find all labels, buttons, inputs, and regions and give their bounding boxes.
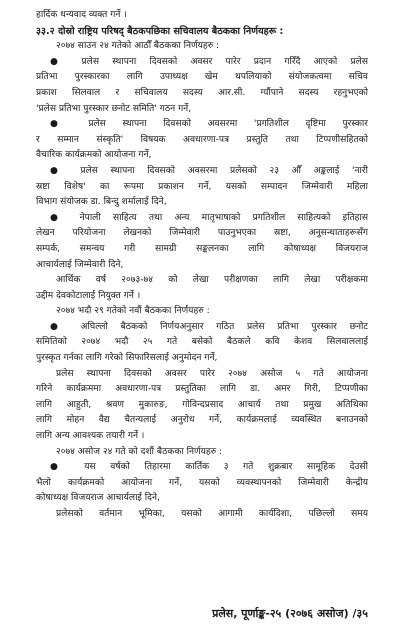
text-line: समितिको २०७४ भदौ २५ गते बसेको बैठकले कवि केशव सिलवाललाई: [36, 337, 368, 348]
section-heading: ३३.२ दोस्रो राष्ट्रिय परिषद् बैठकपछिका सचिवालय बैठकका निर्णयहरू :: [36, 25, 284, 37]
text-line: लागि आहुती, श्रवण मुकारुङ, गोविन्दप्रसाद आचार्य तथा प्रमुख अतिथिका: [36, 399, 368, 410]
text-line: विभाग संयोजक डा. बिन्दु शर्मालाई दिने,: [36, 197, 167, 208]
bullet-line: ● नेपाली साहित्य तथा अन्य मातृभाषाको प्रगतिशील साहित्यको इतिहास: [50, 212, 368, 223]
bullet-line: ● यस वर्षको तिहारमा कार्तिक ३ गते शुक्रबार सामूहिक देउसी: [50, 462, 368, 473]
text-line: पुरस्कृत गर्नका लागि गरेको सिफारिसलाई अनुमोदन गर्ने,: [36, 353, 218, 364]
text-line: प्रलेस स्थापना दिवसको अवसर पारेर २०७४ असोज ५ गते आयोजना: [56, 368, 368, 379]
text-line: लेखन परियोजना लेखनको जिम्मेवारी पाउनुभएका स्रष्टा, अनुसन्धाताहरूसँग: [36, 228, 368, 239]
text-line: आचार्यलाई जिम्मेवारी दिने,: [36, 259, 124, 270]
page-body: [36, 8, 368, 523]
text-line: प्रकाश सिलवाल र सचिवालय सदस्य आर.सी. ग्यौंपाने सदस्य रहनुभएको: [36, 87, 368, 98]
text-line: प्रतिभा पुरस्कारका लागि उपाध्यक्ष खेम थपलियाको संयोजकत्वमा सचिव: [36, 72, 368, 83]
text-line: लागि अन्य आवश्यक तयारी गर्ने ।: [36, 431, 145, 442]
subheading-line: २०७४ भदौ २९ गतेको नवौं बैठकका निर्णयहरु :: [56, 306, 210, 317]
bullet-line: ● अघिल्लो बैठकको निर्णयअनुसार गठित प्रलेस प्रतिभा पुरस्कार छनोट: [50, 321, 368, 332]
subheading-line: २०७४ साउन २४ गतेको आठौँ बैठकका निर्णयहरु :: [56, 41, 220, 52]
text-line: कोषाध्यक्ष विजयराज आचार्यलाई दिने,: [36, 493, 160, 504]
text-line: उद्दीम देवकोटालाई नियुक्त गर्ने ।: [36, 290, 141, 301]
bullet-line: ● प्रलेस स्थापना दिवसको अवसरमा प्रलेसको २३ औँ अङ्कलाई 'नारी: [50, 165, 368, 176]
bullet-line: ● प्रलेस स्थापना दिवसको अवसर पारेर प्रदान गरिँदै आएको प्रलेस: [50, 56, 368, 67]
text-line: आर्थिक वर्ष २०७३-७४ को लेखा परीक्षणका लागि लेखा परीक्षकमा: [56, 275, 368, 286]
text-line: हार्दिक धन्यवाद व्यक्त गर्ने ।: [36, 10, 127, 20]
text-line: प्रलेसको वर्तमान भूमिका, यसको आगामी कार्यदिशा, पछिल्लो समय: [56, 509, 368, 519]
text-line: लागि मोहन वैद्य चैतन्यलाई अनुरोध गर्ने, कार्यक्रमलाई व्यवस्थित बनाउनको: [36, 415, 368, 426]
text-line: र सम्मान संस्कृति' विषयक अवधारणा-पत्र प्रस्तुति तथा टिप्पणीसहितको: [36, 134, 368, 145]
subheading-line: २०७४ असोज २४ गते को दशौं बैठकका निर्णयहरु :: [56, 446, 223, 457]
text-line: 'प्रलेस प्रतिभा पुरस्कार छनोट समिति' गठन गर्ने,: [36, 103, 192, 114]
text-line: भैलो कार्यक्रमको आयोजना गर्ने, यसको व्यवस्थापनको जिम्मेवारी केन्द्रीय: [36, 477, 368, 488]
text-line: वैचारिक कार्यक्रमको आयोजना गर्ने,: [36, 150, 152, 161]
text-line: स्रष्टा विशेष' का रूपमा प्रकाशन गर्ने, यसको सम्पादन जिम्मेवारी महिला: [36, 181, 368, 192]
text-line: सम्पर्क, समन्वय गरी सामग्री सङ्कलनका लागि कोषाध्यक्ष विजयराज: [36, 243, 368, 254]
page-footer: प्रलेस, पूर्णाङ्क-२५ (२०७६ असोज) /३५: [212, 607, 368, 620]
text-line: गरिने कार्यक्रममा अवधारणा-पत्र प्रस्तुतिका लागि डा. अमर गिरी, टिप्पणीका: [36, 384, 368, 395]
bullet-line: ● प्रलेस स्थापना दिवसको अवसरमा 'प्रगतिशील दृष्टिमा पुरस्कार: [50, 119, 368, 130]
